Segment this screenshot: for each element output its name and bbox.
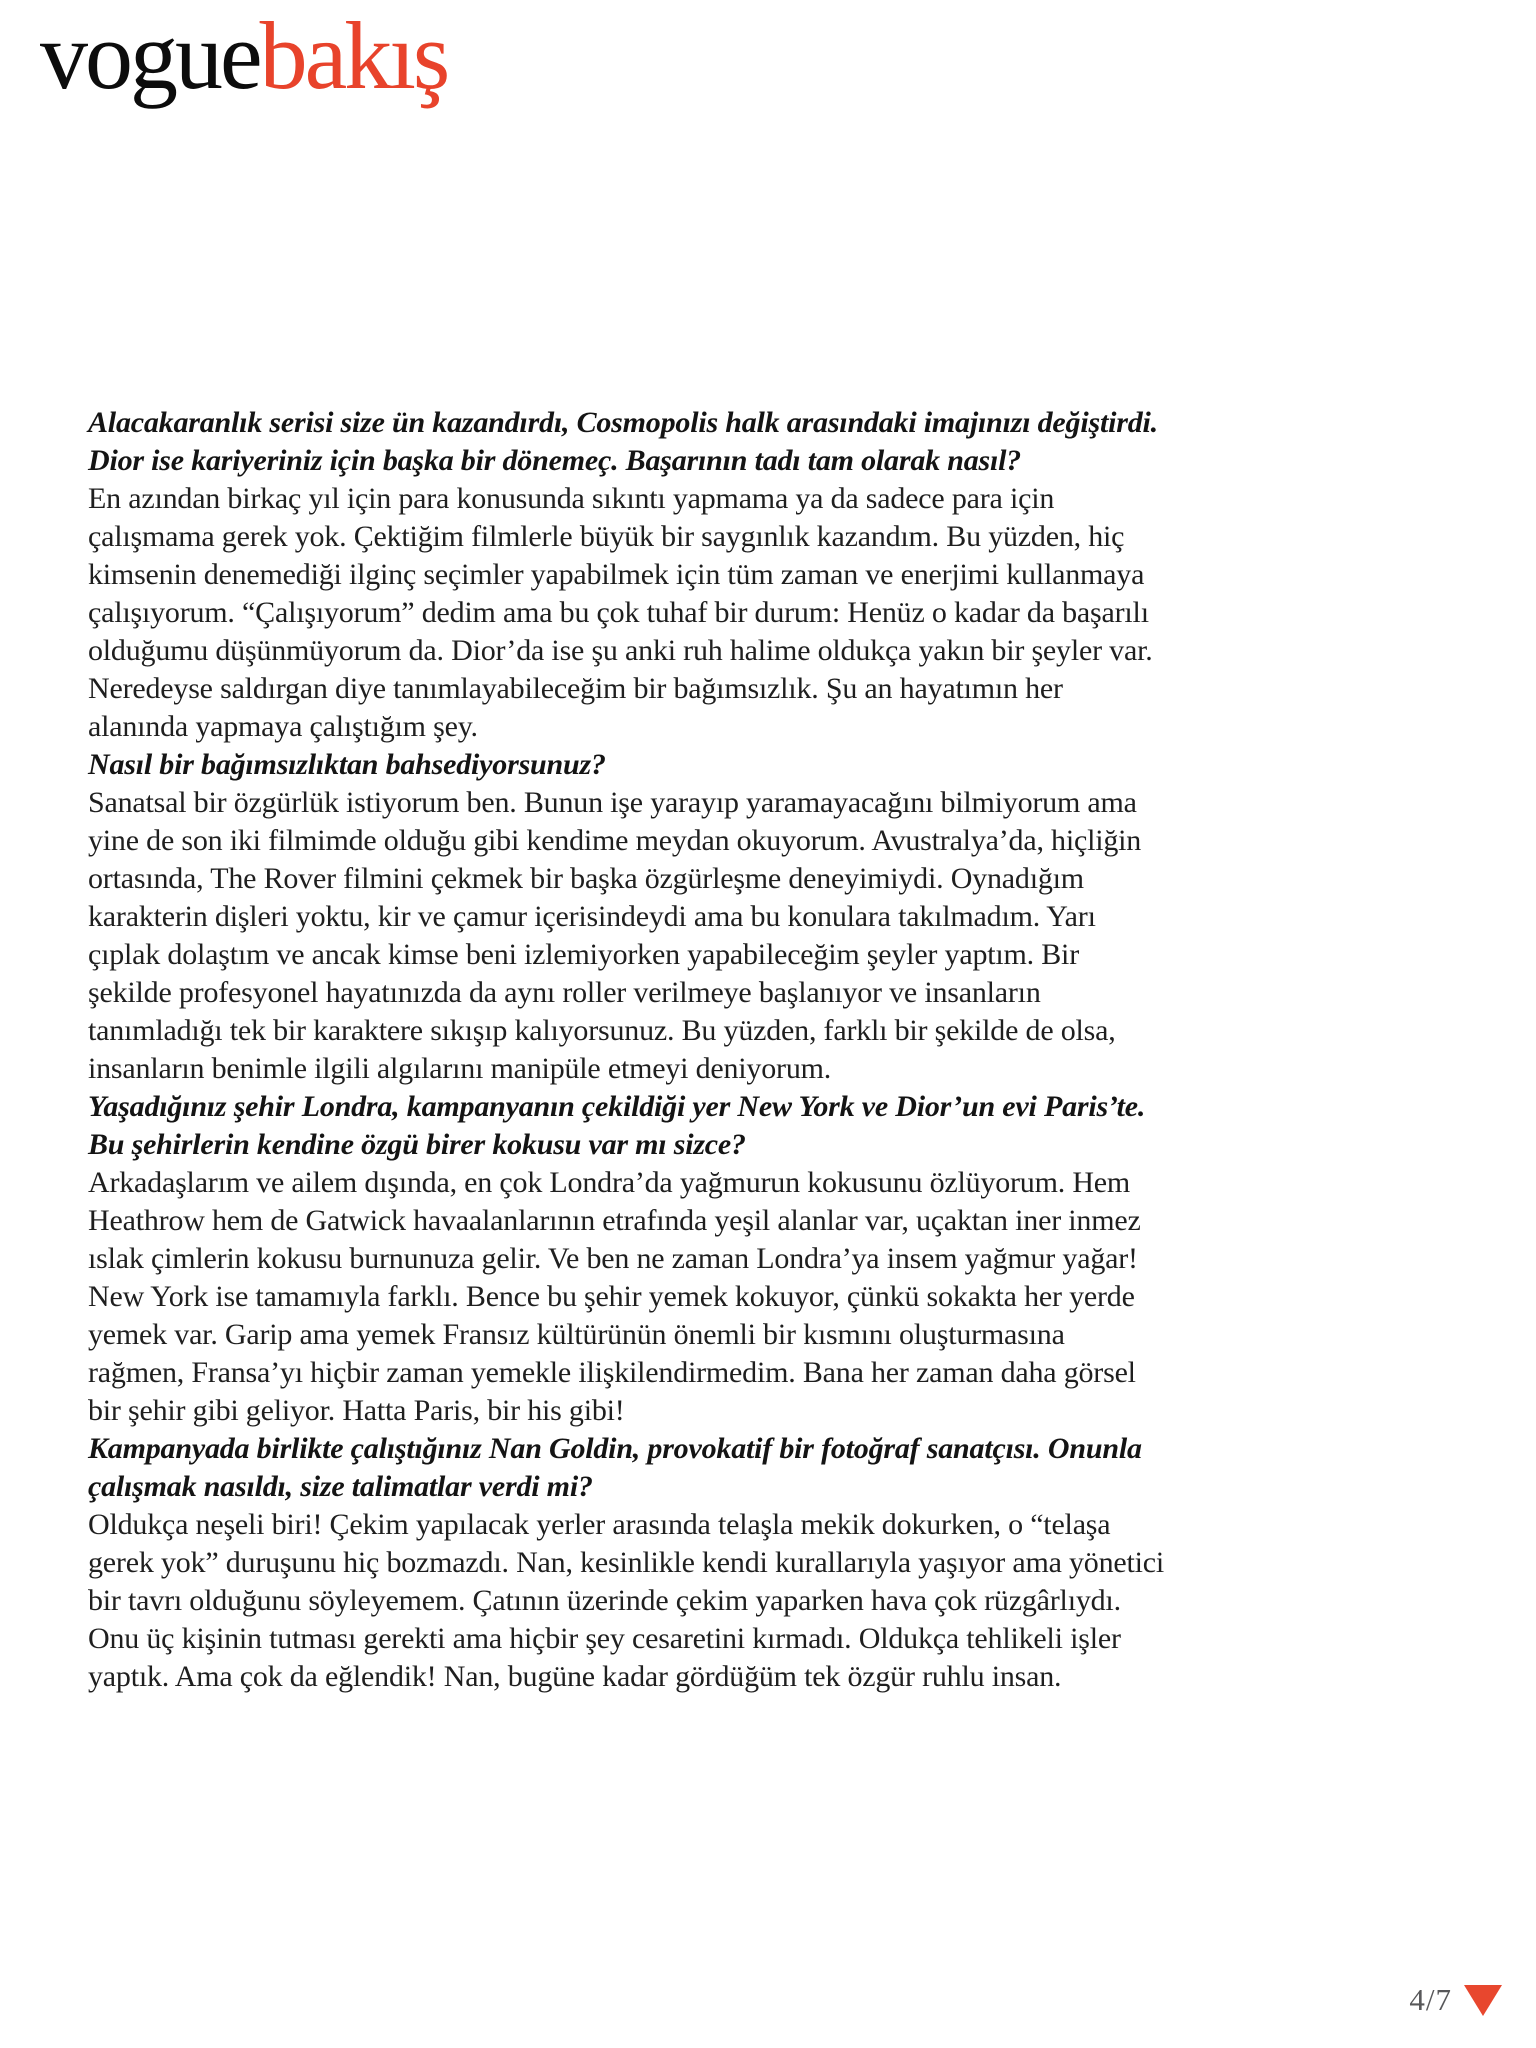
page-number-indicator: 4/7 (1409, 1982, 1452, 2017)
logo-vogue-text: vogue (40, 2, 260, 109)
answer-paragraph: En azından birkaç yıl için para konusunda sıkıntı yapmama ya da sadece para için çalışmama gerek yok. Çektiğim filmlerle büyük bir saygınlık kazandım. Bu yüzden, hiç kimsenin denemediği ilginç seçimler yapabilmek için tüm zaman ve enerjimi kullanmaya çalışıyorum. “Çalışıyorum” dedim ama bu çok tuhaf bir durum: Henüz o kadar da başarılı olduğumu düşünmüyorum da. Dior’da ise şu anki ruh halime oldukça yakın bir şeyler var. Neredeyse saldırgan diye tanımlayabileceğim bir bağımsızlık. Şu an hayatımın her alanında yapmaya çalıştığım şey. (88, 482, 1153, 743)
logo-bakis-text: bakış (259, 2, 448, 109)
question-paragraph: Yaşadığınız şehir Londra, kampanyanın çekildiği yer New York ve Dior’un evi Paris’te. Bu şehirlerin kendine özgü birer kokusu var mı sizce? (88, 1090, 1146, 1161)
question-paragraph: Alacakaranlık serisi size ün kazandırdı, Cosmopolis halk arasındaki imajınızı değiştirdi. Dior ise kariyeriniz için başka bir dönemeç. Başarının tadı tam olarak nasıl? (88, 406, 1158, 477)
next-page-triangle-icon (1464, 1985, 1502, 2016)
answer-paragraph: Arkadaşlarım ve ailem dışında, en çok Londra’da yağmurun kokusunu özlüyorum. Hem Heathrow hem de Gatwick havaalanlarının etrafında yeşil alanlar var, uçaktan iner inmez ıslak çimlerin kokusu burnunuza gelir. Ve ben ne zaman Londra’ya insem yağmur yağar! New York ise tamamıyla farklı. Bence bu şehir yemek kokuyor, çünkü sokakta her yerde yemek var. Garip ama yemek Fransız kültürünün önemli bir kısmını oluşturmasına rağmen, Fransa’yı hiçbir zaman yemekle ilişkilendirmedim. Bana her zaman daha görsel bir şehir gibi geliyor. Hatta Paris, bir his gibi! (88, 1166, 1141, 1427)
vogue-bakis-logo (40, 2, 448, 109)
question-paragraph: Kampanyada birlikte çalıştığınız Nan Goldin, provokatif bir fotoğraf sanatçısı. Onunla çalışmak nasıldı, size talimatlar verdi mi? (88, 1432, 1142, 1503)
page-footer (1409, 1982, 1502, 2018)
answer-paragraph: Sanatsal bir özgürlük istiyorum ben. Bunun işe yarayıp yaramayacağını bilmiyorum ama yine de son iki filmimde olduğu gibi kendime meydan okuyorum. Avustralya’da, hiçliğin ortasında, The Rover filmini çekmek bir başka özgürleşme deneyimiydi. Oynadığım karakterin dişleri yoktu, kir ve çamur içerisindeydi ama bu konulara takılmadım. Yarı çıplak dolaştım ve ancak kimse beni izlemiyorken yapabileceğim şeyler yaptım. Bir şekilde profesyonel hayatınızda da aynı roller verilmeye başlanıyor ve insanların tanımladığı tek bir karaktere sıkışıp kalıyorsunuz. Bu yüzden, farklı bir şekilde de olsa, insanların benimle ilgili algılarını manipüle etmeyi deniyorum. (88, 786, 1142, 1085)
question-paragraph: Nasıl bir bağımsızlıktan bahsediyorsunuz? (88, 748, 606, 781)
interview-body (88, 404, 1166, 1696)
answer-paragraph: Oldukça neşeli biri! Çekim yapılacak yerler arasında telaşla mekik dokurken, o “telaşa gerek yok” duruşunu hiç bozmazdı. Nan, kesinlikle kendi kurallarıyla yaşıyor ama yönetici bir tavrı olduğunu söyleyemem. Çatının üzerinde çekim yaparken hava çok rüzgârlıydı. Onu üç kişinin tutması gerekti ama hiçbir şey cesaretini kırmadı. Oldukça tehlikeli işler yaptık. Ama çok da eğlendik! Nan, bugüne kadar gördüğüm tek özgür ruhlu insan. (88, 1508, 1165, 1693)
